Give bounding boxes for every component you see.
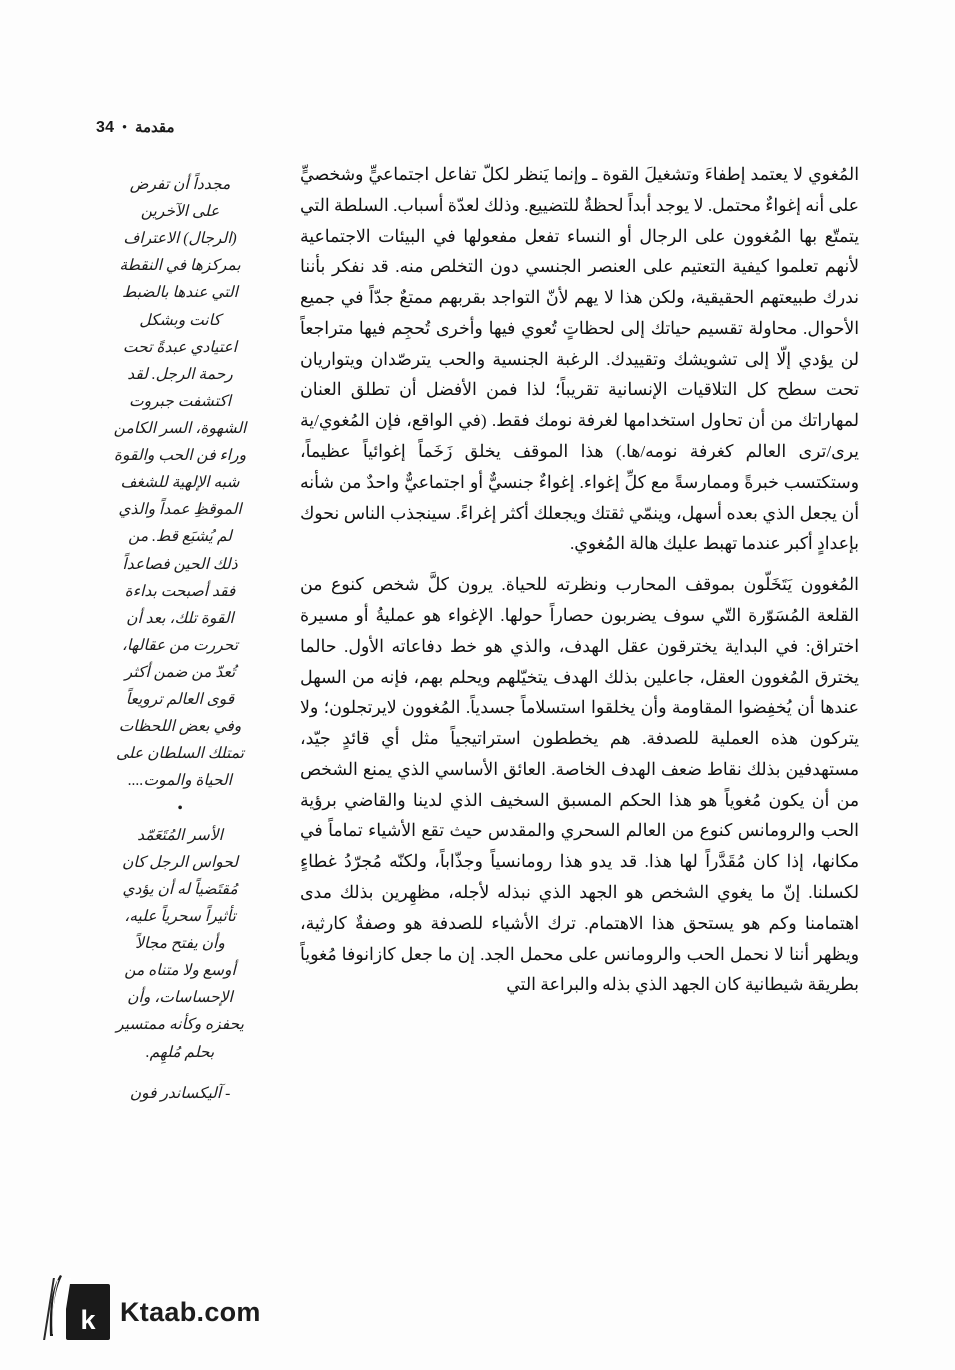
body-paragraph: المُغوي لا يعتمد إطفاءَ وتشغيلَ القوة ـ وإنما يَنظر لكلّ تفاعل اجتماعيٍّ وشخصيٍّ على أنه إغواءٌ محتمل. لا يوجد أبداً لحظةٌ للتضييع. وذلك لعدّة أسباب. السلطة التي يتمتّع بها المُغوون على الرجال أو النساء تفعل مفعولها في البيئات الاجتماعية لأنهم تعلموا كيفية التعتيم على العنصر الجنسي دون التخلص منه. قد نفكر بأننا ندرك طبيعتهم الحقيقية، ولكن هذا لا يهم لأنّ التواجد بقربهم ممتعٌ جدّاً في جميع الأحوال. محاولة تقسيم حياتك إلى لحظاتٍ تُعوي فيها وأخرى تُحجِم فيها متراجعاً لن يؤدي إلّا إلى تشويشك وتقييدك. الرغبة الجنسية والحب يترصّدان ويتواريان تحت سطح كل التلاقيات الإنسانية تقريباً؛ لذا فمن الأفضل أن تطلق العنان لمهاراتك من أن تحاول استخدامها لغرفة نومك فقط. (في الواقع، فإن المُغوي/ية يرى/ترى العالم كغرفة نومه/ها.) هذا الموقف يخلق زَخَماً إغوائياً عظيماً، وستكتسب خبرةً وممارسةً مع كلِّ إغواء. إغواءٌ جنسيٌّ أو اجتماعيٌّ واحدٌ من شأنه أن يجعل الذي بعده أسهل، وينمّي ثقتك ويجعلك أكثر إغراءً. سينجذب الناس نحوك بإعدادٍ أكبر عندما تهبط عليك هالة المُغوي.	[300, 165, 859, 554]
margin-quote-line: شبه الإلهية للشغف	[120, 474, 240, 492]
page-body	[86, 160, 859, 1108]
margin-quote-line: التي عندها بالضبط	[122, 284, 238, 302]
margin-quote-line: لحواس الرجل كان	[121, 853, 239, 871]
margin-quote-line: على الآخرين	[140, 203, 220, 221]
margin-quote-line: (الرجال) الاعتراف	[123, 230, 237, 248]
page-header-label: مقدمة	[134, 120, 175, 136]
page-header	[96, 118, 859, 137]
margin-quote-line: وأن يفتح مجالاً	[135, 935, 225, 953]
main-text-column	[300, 160, 859, 1011]
margin-quote-line: تحررت من عقالها،	[121, 636, 239, 654]
margin-quote-line: قوى العالم ترويعاً	[125, 691, 235, 709]
margin-quote-line: بمركزها في النقطة	[119, 257, 241, 275]
margin-quote-line: تأثيراً سحرياً عليه،	[124, 907, 236, 925]
margin-quote-line: رحمة الرجل. لقد	[127, 365, 233, 383]
margin-quote-line: يحفزه وكأنه ممتسير	[116, 1016, 244, 1034]
body-paragraph: المُغوون يَتَخَلّون بموقف المحارب ونظرته للحياة. يرون كلَّ شخص كنوع من القلعة المُسَوّرة التّي سوف يضربون حصاراً حولها. الإغواء هو عمليةُ أو مسيرة اختراق: في البداية يخترقون عقل الهدف، والذي هو خط دفاعاته الأول. حالما يخترق المُغوون العقل، جاعلين بذلك الهدف يتخيّلهم ويحلم بهم، فإنه من السهل عندها أن يُخفِضوا المقاومة وأن يخلقوا استسلاماً جسدياً. المُغوون لايرتجلون؛ ولا يتركون هذه العملية للصدفة. هم يخططون استراتيجياً مثل أي قائدٍ جيّد، مستهدفين بذلك نقاط ضعف الهدف الخاصة. العائق الأساسي الذي يمنع الشخص من أن يكون مُغوياً هو هذا الحكم المسبق السخيف الذي لدينا والقاضي برؤية الحب والرومانس كنوع من العالم السحري والمقدس حيث تقع الأشياء تماماً في مكانها، إذا كان مُقَدَّراً لها هذا. قد يدو هذا رومانسياً وجذّاباً، ولكنّه مُجرّدُ غطاءٍ لكسلنا. إنّ ما يغوي الشخص هو الجهد الذي نبذله لأجله، مظهِرين بذلك مدى اهتمامنا وكم هو يستحق هذا الاهتمام. ترك الأشياء للصدفة هو وصفةٌ كارثية، ويظهر أننا لا نحمل الحب والرومانس على محمل الجد. إن ما جعل كازانوفا مُغوياً بطريقة شيطانية كان الجهد الذي بذله والبراعة التي	[300, 575, 859, 995]
margin-quote-line: أوسع ولا متناه من	[124, 962, 236, 980]
margin-quote-column	[86, 160, 274, 1108]
page-header-inner	[96, 118, 175, 137]
margin-quote-line: فقد أصبحت بداءة	[124, 582, 236, 600]
margin-quote-line: القوة تلك، بعد أن	[126, 609, 234, 627]
margin-quote-line: وفي بعض اللحظات	[118, 718, 242, 736]
margin-quote-line: اكتشفت جبروت	[128, 392, 231, 410]
margin-quote-line: الموقظِ عمداً والذي	[118, 501, 242, 519]
page-header-separator: •	[122, 119, 127, 134]
margin-quote-line: لم يُشبَع قط. من	[128, 528, 232, 546]
margin-quote-line: الحياة والموت....	[127, 772, 232, 790]
watermark-letter: k	[80, 1305, 96, 1335]
margin-quote-line: بحلم مُلهِم.	[145, 1043, 215, 1061]
margin-quote-line: الأسر المُتَعَمّد	[137, 826, 223, 844]
margin-quote-line: مُقتَضياً له أن يؤدي	[122, 880, 238, 898]
feather-quill-icon	[46, 1274, 64, 1338]
watermark	[66, 1284, 261, 1340]
margin-quote-line: ذلك الحين فصاعداً	[122, 555, 238, 573]
watermark-text: Ktaab.com	[120, 1296, 261, 1327]
margin-quote-line: تُعدّ من ضمن أكثر	[124, 663, 236, 681]
margin-quote-bullet: •	[177, 799, 183, 817]
watermark-logo-icon	[66, 1284, 110, 1340]
margin-quote-line: مجدداً أن تفرض	[129, 176, 231, 193]
margin-quote-attribution: - آليكساندر فون	[129, 1084, 231, 1102]
page-number: 34	[96, 118, 115, 136]
margin-quote-line: تمتلك السلطان على	[115, 745, 244, 763]
margin-quote-line: الشهوة، السر الكامن	[113, 419, 247, 437]
margin-quote-line: اعتيادي عبدةً تحت	[122, 338, 238, 356]
margin-quote-line: وراء فن الحب والقوة	[113, 447, 247, 465]
margin-quote-line: الإحساسات، وأن	[127, 989, 233, 1007]
margin-quote-line: كانت وبشكل	[139, 311, 221, 329]
